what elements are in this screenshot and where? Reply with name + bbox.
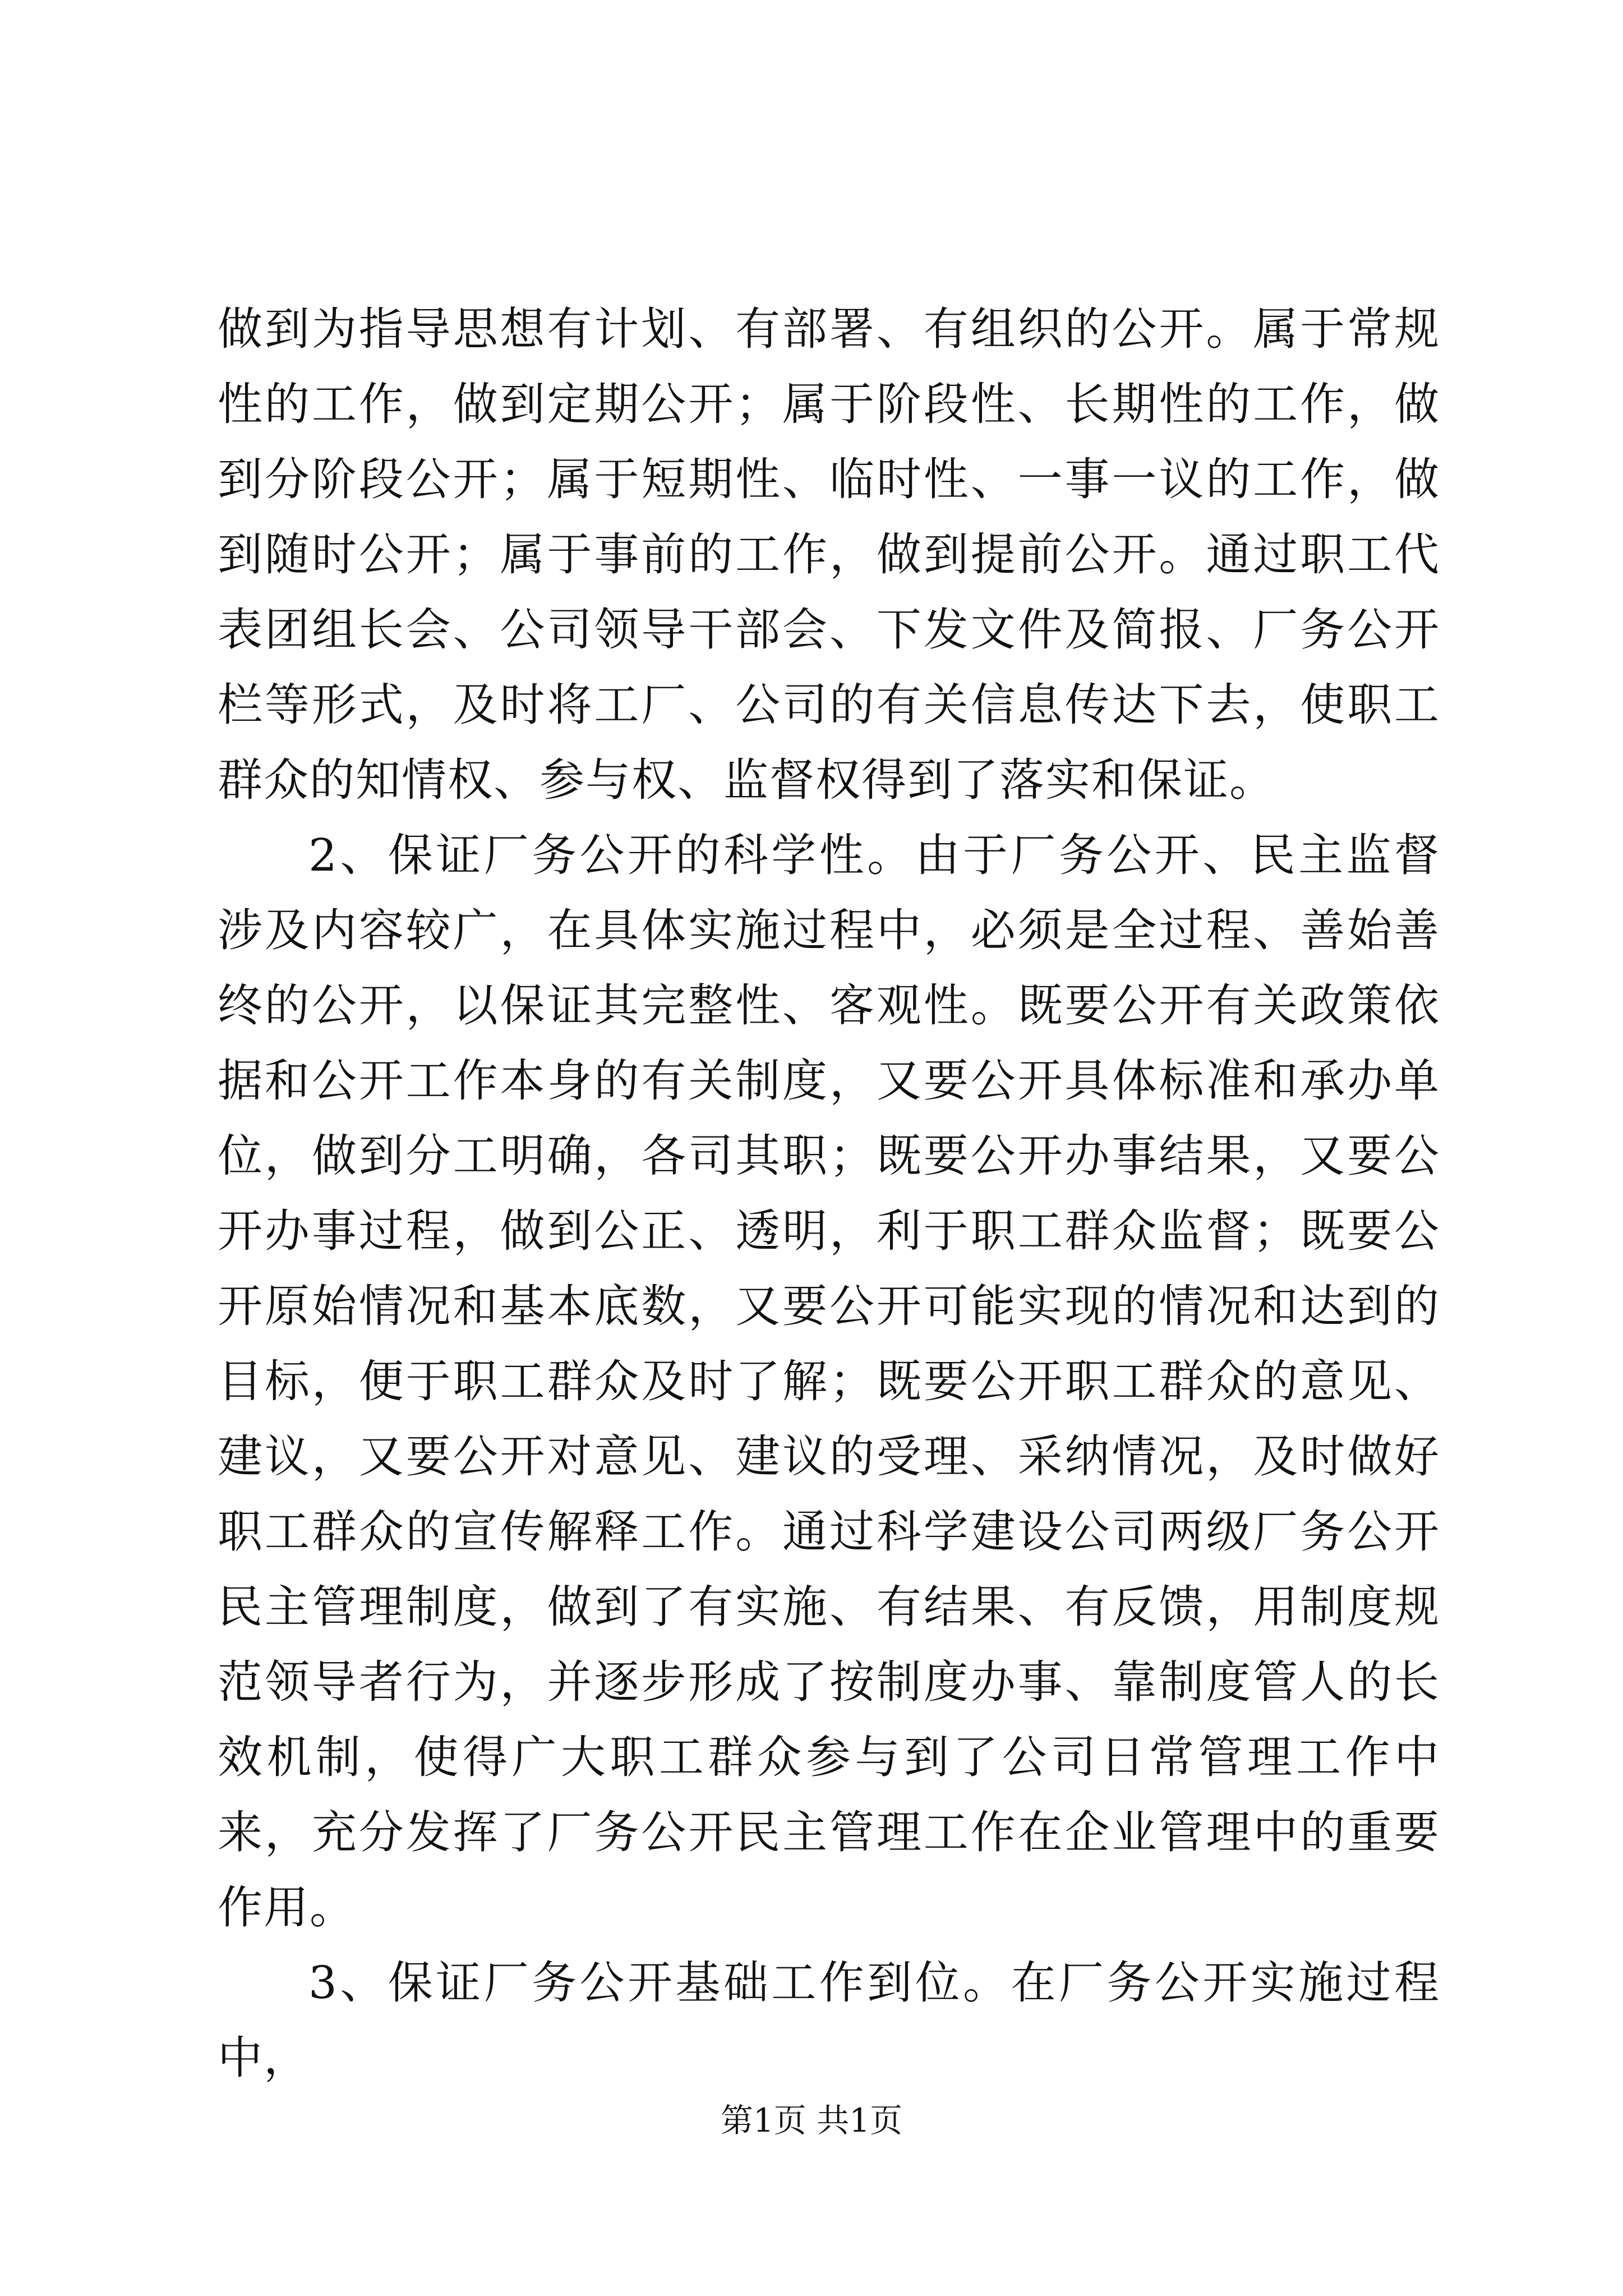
document-body <box>218 292 1440 2096</box>
paragraph-continuation: 做到为指导思想有计划、有部署、有组织的公开。属于常规性的工作，做到定期公开；属于阶段性、长期性的工作，做到分阶段公开；属于短期性、临时性、一事一议的工作，做到随时公开；属于事前的工作，做到提前公开。通过职工代表团组长会、公司领导干部会、下发文件及简报、厂务公开栏等形式，及时将工厂、公司的有关信息传达下去，使职工群众的知情权、参与权、监督权得到了落实和保证。 <box>218 303 1440 806</box>
page-footer: 第1页 共1页 <box>720 2101 903 2139</box>
paragraph-scientific: 2、保证厂务公开的科学性。由于厂务公开、民主监督涉及内容较广，在具体实施过程中，必须是全过程、善始善终的公开，以保证其完整性、客观性。既要公开有关政策依据和公开工作本身的有关制度，又要公开具体标准和承办单位，做到分工明确，各司其职；既要公开办事结果，又要公开办事过程，做到公正、透明，利于职工群众监督；既要公开原始情况和基本底数，又要公开可能实现的情况和达到的目标，便于职工群众及时了解；既要公开职工群众的意见、建议，又要公开对意见、建议的受理、采纳情况，及时做好职工群众的宣传解释工作。通过科学建设公司两级厂务公开民主管理制度，做到了有实施、有结果、有反馈，用制度规范领导者行为，并逐步形成了按制度办事、靠制度管人的长效机制，使得广大职工群众参与到了公司日常管理工作中来，充分发挥了厂务公开民主管理工作在企业管理中的重要作用。 <box>218 829 1440 1934</box>
paragraph-foundation: 3、保证厂务公开基础工作到位。在厂务公开实施过程中， <box>218 1957 1440 2084</box>
